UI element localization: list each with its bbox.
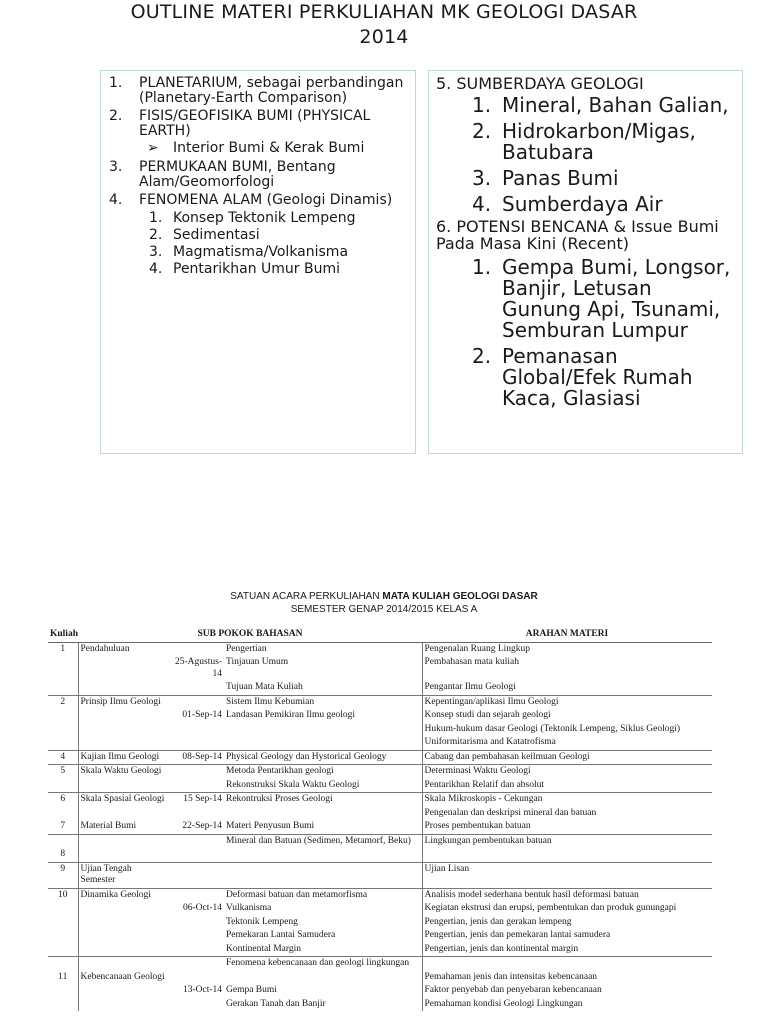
row-sub-pokok: Metoda Pentarikhan geologi [224,765,422,779]
row-sub-pokok: Vulkanisma [226,903,272,913]
row-date [168,695,224,709]
row-arahan: Pengertian, jenis dan pemekaran lantai samudera [422,929,712,943]
list-item [436,121,735,163]
table-row [48,793,712,807]
subitem-number: 1. [149,210,163,226]
row-topic: Skala Spasial Geologi [78,793,168,807]
list-item [436,257,735,341]
row-arahan: Hukum-hukum dasar Geologi (Tektonik Lempeng, Siklus Geologi) [422,723,712,737]
row-arahan: Pentarikhan Relatif dan absolut [422,779,712,793]
row-arahan: Kegiatan ekstrusi dan erupsi, pembentukan dan produk gunungapi [422,902,712,916]
row-date [168,862,224,888]
row-number [48,779,78,793]
sap-table [48,628,712,1011]
table-row [48,681,712,695]
section-5-heading: 5. SUMBERDAYA GEOLOGI [436,74,644,93]
subitem-text: Interior Bumi & Kerak Bumi [173,140,365,156]
row-date [168,929,224,943]
title-line-1: OUTLINE MATERI PERKULIAHAN MK GEOLOGI DASAR [130,1,638,23]
table-row [48,848,712,862]
row-topic: Kajian Ilmu Geologi [78,750,168,765]
row-topic: Skala Waktu Geologi [78,765,168,779]
row-topic [78,984,168,998]
sap-title [0,590,768,603]
row-sub-pokok [224,862,422,888]
row-number: 9 [48,862,78,888]
item-text: Sumberdaya Air [502,192,663,216]
row-number: 8 [48,848,78,862]
row-topic: Prinsip Ilmu Geologi [78,695,168,709]
row-topic [78,929,168,943]
row-date: 25-Agustus-14 [175,657,222,679]
header-kuliah: Kuliah [48,628,78,642]
row-date [168,916,224,930]
row-topic: Kebencanaan Geologi [80,971,165,982]
item-number: 1. [109,75,123,91]
item-text: Gempa Bumi, Longsor, Banjir, Letusan Gunung Api, Tsunami, Semburan Lumpur [502,255,731,342]
outline-item-3 [109,160,407,190]
row-topic [78,943,168,957]
row-number [48,681,78,695]
row-date: 06-Oct-14 [182,903,222,913]
row-number [48,943,78,957]
row-topic: Ujian Tengah Semester [78,862,168,888]
header-sub-pokok: SUB POKOK BAHASAN [78,628,422,642]
row-sub-pokok: Rekonstruksi Skala Waktu Geologi [226,779,360,790]
row-date [168,681,224,695]
row-arahan [422,848,712,862]
table-row [48,984,712,998]
subitem-text: Sedimentasi [173,227,260,243]
row-number [48,736,78,750]
table-row [48,916,712,930]
row-arahan: Kepentingan/aplikasi Ilmu Geologi [422,695,712,709]
sap-title-prefix: SATUAN ACARA PERKULIAHAN [230,591,383,602]
outline-subitem [109,228,407,243]
table-row [48,888,712,902]
row-topic: Pendahuluan [78,642,168,656]
table-row [48,971,712,985]
row-number: 10 [48,888,78,902]
row-date [168,765,224,779]
list-item [436,168,735,189]
arrow-bullet-icon: ➢ [147,140,159,156]
row-number [48,902,78,916]
table-row [48,709,712,723]
row-topic [78,709,168,723]
subitem-number: 2. [149,227,163,243]
row-sub-pokok: Gerakan Tanah dan Banjir [226,998,326,1009]
row-sub-pokok: Tinjauan Umum [226,657,289,667]
row-date [168,998,224,1012]
row-number: 1 [48,642,78,656]
row-topic [78,779,168,793]
table-row [48,765,712,779]
row-sub-pokok: Tektonik Lempeng [226,916,298,927]
section-6-heading: 6. POTENSI BENCANA & Issue Bumi Pada Masa Kini (Recent) [436,217,719,253]
row-topic: Material Bumi [80,821,137,831]
row-arahan: Pengenalan dan deskripsi mineral dan batuan [422,807,712,821]
item-text: PERMUKAAN BUMI, Bentang Alam/Geomorfologi [139,159,336,190]
row-number [48,834,78,848]
table-row [48,656,712,681]
row-number [48,709,78,723]
row-number: 7 [48,820,78,834]
item-number: 1. [472,93,492,117]
row-date [168,779,224,793]
subitem-text: Magmatisma/Volkanisma [173,244,349,260]
outline-right-box [428,70,743,454]
row-arahan: Uniformitarisma and Katatrofisma [422,736,712,750]
row-arahan: Skala Mikroskopis - Cekungan [422,793,712,807]
row-sub-pokok: Mineral dan Batuan (Sedimen, Metamorf, Beku) [224,834,422,848]
row-topic [78,916,168,930]
row-sub-pokok [224,736,422,750]
outline-left-box [100,70,416,454]
row-date: 22-Sep-14 [182,821,222,831]
outline-subitem [109,141,407,156]
table-row [48,642,712,656]
sap-heading [0,590,768,616]
row-date [168,957,224,971]
table-row [48,929,712,943]
row-number [48,723,78,737]
subitem-text: Pentarikhan Umur Bumi [173,261,340,277]
row-sub-pokok: Pengertian [224,642,422,656]
row-arahan: Cabang dan pembahasan keilmuan Geologi [422,750,712,765]
row-number: 5 [48,765,78,779]
row-date [168,834,224,848]
row-sub-pokok: Deformasi batuan dan metamorfisma [224,888,422,902]
row-date: 13-Oct-14 [182,985,222,995]
item-number: 2. [472,119,492,143]
item-text: Hidrokarbon/Migas, Batubara [502,119,696,164]
row-topic [78,902,168,916]
row-arahan: Proses pembentukan batuan [422,820,712,834]
table-row [48,943,712,957]
section-6-list [436,257,735,409]
row-topic [78,681,168,695]
section-5-list [436,95,735,215]
row-number: 11 [48,971,78,985]
sap-title-course: MATA KULIAH GEOLOGI DASAR [382,591,538,602]
row-date [168,723,224,737]
subitem-number: 4. [149,261,163,277]
row-sub-pokok: Physical Geology dan Hystorical Geology [224,750,422,765]
row-arahan: Pengantar Ilmu Geologi [422,681,712,695]
item-text: Panas Bumi [502,166,619,190]
row-sub-pokok: Landasan Pemikiran Ilmu geologi [226,710,356,720]
row-arahan: Pemahaman jenis dan intensitas kebencanaan [422,971,712,985]
item-text: FENOMENA ALAM (Geologi Dinamis) [139,192,393,208]
row-date [168,848,224,862]
row-sub-pokok: Kontinental Margin [226,943,302,954]
row-arahan: Pengenalan Ruang Lingkup [422,642,712,656]
row-date [168,736,224,750]
item-number: 2. [109,108,123,124]
title-line-2: 2014 [359,26,409,48]
row-arahan: Faktor penyebab dan penyebaran kebencanaan [422,984,712,998]
row-number [48,957,78,971]
row-arahan: Lingkungan pembentukan batuan [422,834,712,848]
outline-item-1 [109,76,407,106]
row-number [48,807,78,821]
row-sub-pokok [224,971,422,985]
row-topic [78,998,168,1012]
row-sub-pokok [224,807,422,821]
row-sub-pokok [224,723,422,737]
row-number: 6 [48,793,78,807]
row-number: 2 [48,695,78,709]
item-number: 3. [109,159,123,175]
subitem-number: 3. [149,244,163,260]
document-title [0,0,768,50]
row-date: 08-Sep-14 [168,750,224,765]
row-sub-pokok: Rekontruksi Proses Geologi [224,793,422,807]
table-header-row [48,628,712,642]
row-date [168,888,224,902]
table-row [48,807,712,821]
row-arahan: Konsep studi dan sejarah geologi [422,709,712,723]
row-sub-pokok: Fenomena kebencanaan dan geologi lingkungan [224,957,422,971]
row-arahan: Determinasi Waktu Geologi [422,765,712,779]
item-text: FISIS/GEOFISIKA BUMI (PHYSICAL EARTH) [139,108,371,139]
row-topic [78,656,168,681]
row-date [168,807,224,821]
item-text: Mineral, Bahan Galian, [502,93,729,117]
row-topic [78,834,168,848]
table-row [48,902,712,916]
item-text: Pemanasan Global/Efek Rumah Kaca, Glasiasi [502,344,693,410]
item-number: 2. [472,344,492,368]
table-row [48,736,712,750]
item-number: 4. [109,192,123,208]
table-row [48,998,712,1012]
table-row [48,695,712,709]
row-sub-pokok: Gempa Bumi [226,985,277,995]
row-sub-pokok [224,848,422,862]
row-topic [78,723,168,737]
sap-semester: SEMESTER GENAP 2014/2015 KELAS A [290,604,478,615]
row-number [48,656,78,681]
row-date: 15 Sep-14 [168,793,224,807]
item-number: 1. [472,255,492,279]
row-topic [78,736,168,750]
row-topic [78,807,168,821]
outline-subitem [109,211,407,226]
table-row [48,862,712,888]
row-date [168,943,224,957]
row-arahan: Pengertian, jenis dan kontinental margin [422,943,712,957]
table-row [48,834,712,848]
row-number [48,916,78,930]
row-topic [78,848,168,862]
row-sub-pokok: Materi Penyusun Bumi [226,821,315,831]
row-date [168,971,224,985]
row-sub-pokok: Tujuan Mata Kuliah [226,682,303,692]
list-item [436,346,735,409]
table-row [48,779,712,793]
row-sub-pokok: Pemekaran Lantai Samudera [226,930,336,940]
row-date [168,642,224,656]
list-item [436,95,735,116]
row-topic [78,957,168,971]
row-number [48,998,78,1012]
item-number: 3. [472,166,492,190]
table-row [48,723,712,737]
row-arahan: Pembahasan mata kuliah [422,656,712,681]
row-number: 4 [48,750,78,765]
list-item [436,194,735,215]
row-arahan: Pengertian, jenis dan gerakan lempeng [422,916,712,930]
outline-subitem [109,262,407,277]
outline-item-4 [109,193,407,208]
outline-item-2 [109,109,407,139]
subitem-text: Konsep Tektonik Lempeng [173,210,356,226]
row-arahan: Analisis model sederhana bentuk hasil deformasi batuan [422,888,712,902]
outline-subitem [109,245,407,260]
item-text: PLANETARIUM, sebagai perbandingan (Planetary-Earth Comparison) [139,75,404,106]
row-number [48,984,78,998]
row-arahan: Ujian Lisan [422,862,712,888]
table-row [48,820,712,834]
row-date: 01-Sep-14 [182,710,222,720]
row-topic: Dinamika Geologi [78,888,168,902]
header-arahan: ARAHAN MATERI [422,628,712,642]
item-number: 4. [472,192,492,216]
row-arahan: Pemahaman kondisi Geologi Lingkungan [422,998,712,1012]
row-number [48,929,78,943]
table-row [48,957,712,971]
row-arahan [422,957,712,971]
table-row [48,750,712,765]
row-sub-pokok: Sistem Ilmu Kebumian [224,695,422,709]
